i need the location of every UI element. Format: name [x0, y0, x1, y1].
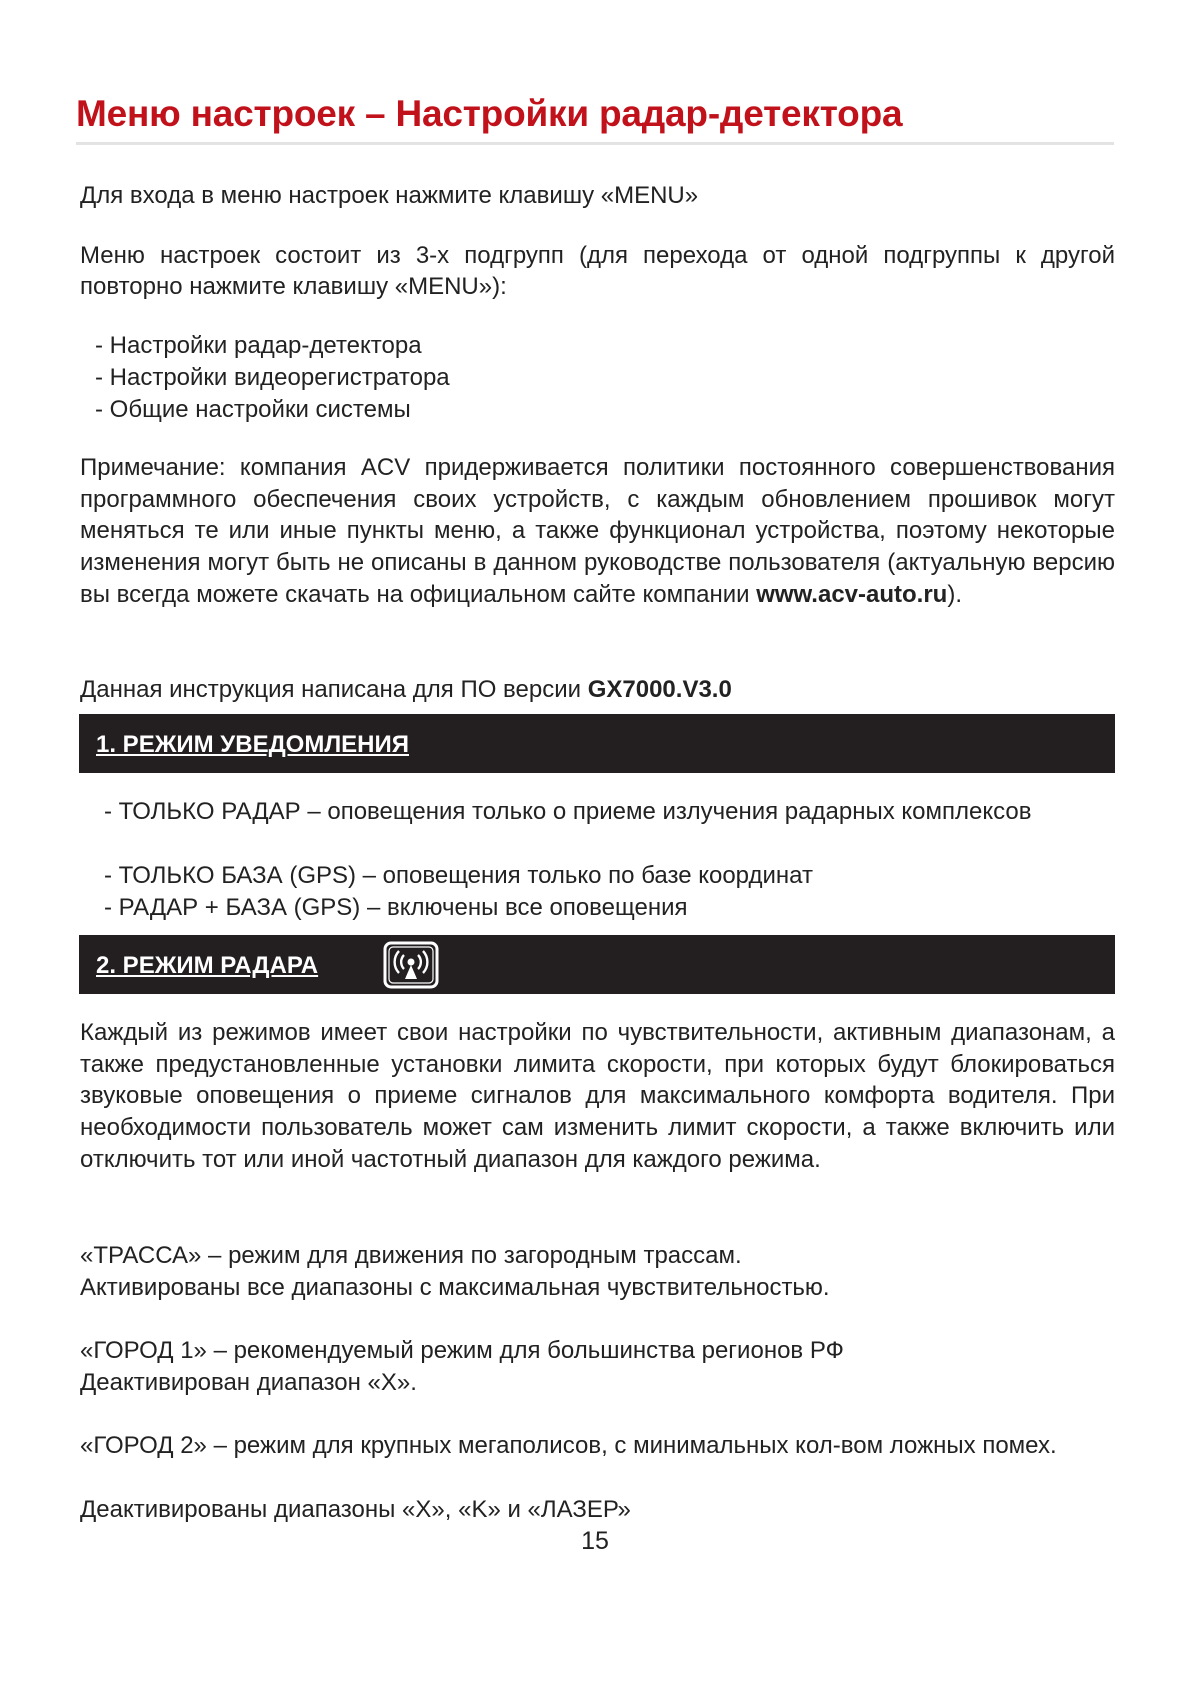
note-text: Примечание: компания ACV придерживается политики постоянного совершенствования программного обеспечения своих устройств, с каждым обновлением прошивок могут меняться те или иные пункты меню, а также функционал устройства, поэтому некоторые изменения могут быть не описаны в данном руководстве пользователя (актуальную версию вы всегда можете скачать на официальном сайте компании	[80, 454, 1115, 608]
section-header-notification-mode	[79, 714, 1115, 773]
intro-text: Для входа в меню настроек нажмите клавишу «MENU»	[80, 182, 699, 209]
note-paragraph	[80, 452, 1115, 611]
list-item: - Общие настройки системы	[95, 396, 411, 423]
note-text-end: ).	[947, 580, 963, 608]
page-number: 15	[581, 1527, 609, 1555]
list-item: - ТОЛЬКО БАЗА (GPS) – оповещения только по базе координат	[104, 862, 813, 889]
section-title: 1. РЕЖИМ УВЕДОМЛЕНИЯ	[96, 731, 410, 758]
mode-gorod2-detail: Деактивированы диапазоны «X», «K» и «ЛАЗЕР»	[80, 1496, 631, 1523]
version-value: GX7000.V3.0	[587, 676, 732, 703]
mode-trassa-detail: Активированы все диапазоны с максимальная чувствительностью.	[80, 1274, 830, 1301]
radar-mode-description: Каждый из режимов имеет свои настройки по чувствительности, активным диапазонам, а также предустановленные установки лимита скорости, при которых будут блокироваться звуковые оповещения о приеме сигналов для максимального комфорта водителя. При необходимости пользователь может сам изменить лимит скорости, а также включить или отключить тот или иной частотный диапазон для каждого режима.	[80, 1019, 1115, 1173]
radar-mode-icon	[383, 941, 439, 989]
groups-text-line1: Меню настроек состоит из 3-х подгрупп (для перехода от одной подгруппы к другой	[80, 242, 1115, 269]
list-item: - Настройки видеорегистратора	[95, 364, 450, 391]
section-header-radar-mode	[79, 935, 1115, 994]
version-paragraph	[80, 674, 1115, 706]
mode-trassa-title: «ТРАССА» – режим для движения по загородным трассам.	[80, 1242, 742, 1269]
groups-text-line2: повторно нажмите клавишу «MENU»):	[80, 273, 507, 300]
mode-gorod2-title: «ГОРОД 2» – режим для крупных мегаполисов, с минимальных кол-вом ложных помех.	[80, 1432, 1057, 1459]
version-label: Данная инструкция написана для ПО версии	[80, 676, 588, 703]
mode-gorod1-detail: Деактивирован диапазон «X».	[80, 1369, 417, 1396]
list-item: - РАДАР + БАЗА (GPS) – включены все оповещения	[104, 894, 688, 921]
list-item: - ТОЛЬКО РАДАР – оповещения только о приеме излучения радарных комплексов	[104, 798, 1032, 825]
page-title: Меню настроек – Настройки радар-детектора	[76, 93, 903, 134]
website-link[interactable]: www.acv-auto.ru	[756, 580, 948, 608]
mode-gorod1-title: «ГОРОД 1» – рекомендуемый режим для большинства регионов РФ	[80, 1337, 844, 1364]
title-divider	[76, 142, 1114, 145]
list-item: - Настройки радар-детектора	[95, 332, 422, 359]
section-title: 2. РЕЖИМ РАДАРА	[96, 952, 319, 979]
